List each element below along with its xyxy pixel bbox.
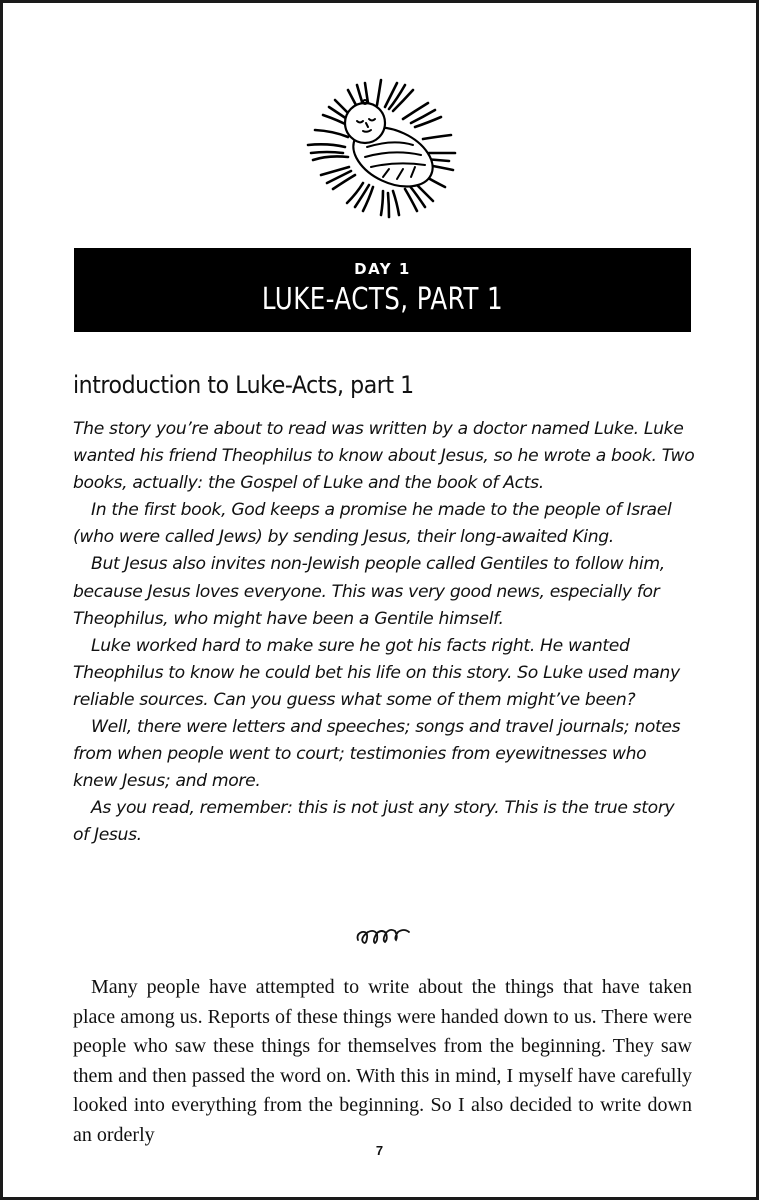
page-number: 7	[375, 1143, 384, 1158]
intro-paragraph: Luke worked hard to make sure he got his facts right. He wanted Theophilus to know he could bet his life on this story. So Luke used many reliable sources. Can you guess what some of them might’ve been?	[73, 635, 680, 710]
introduction-text	[73, 416, 695, 850]
intro-paragraph: But Jesus also invites non-Jewish people called Gentiles to follow him, because Jesus loves everyone. This was very good news, especially for Theophilus, who might have been a Gentile himself.	[73, 554, 665, 629]
intro-paragraph: In the first book, God keeps a promise he made to the people of Israel (who were called Jews) by sending Jesus, their long-awaited King.	[73, 500, 672, 548]
section-heading: introduction to Luke-Acts, part 1	[73, 371, 414, 399]
intro-paragraph: As you read, remember: this is not just any story. This is the true story of Jesus.	[73, 798, 675, 846]
curly-flourish-icon	[354, 926, 414, 948]
scripture-text: Many people have attempted to write about the things that have taken place among us. Reports of these things were handed down to us. There were people who saw these things for themselves from the beginning. They saw them and then passed the word on. With this in mind, I myself have carefully looked into everything from the beginning. So I also decided to write down an orderly	[73, 976, 692, 1146]
intro-paragraph: The story you’re about to read was written by a doctor named Luke. Luke wanted his friend Theophilus to know about Jesus, so he wrote a book. Two books, actually: the Gospel of Luke and the book of Acts.	[73, 419, 695, 494]
day-banner	[74, 248, 691, 332]
intro-paragraph: Well, there were letters and speeches; songs and travel journals; notes from when people went to court; testimonies from eyewitnesses who knew Jesus; and more.	[73, 717, 681, 792]
chapter-title: LUKE-ACTS, PART 1	[261, 282, 504, 317]
baby-in-manger-icon	[293, 65, 473, 225]
day-label: DAY 1	[354, 260, 411, 278]
